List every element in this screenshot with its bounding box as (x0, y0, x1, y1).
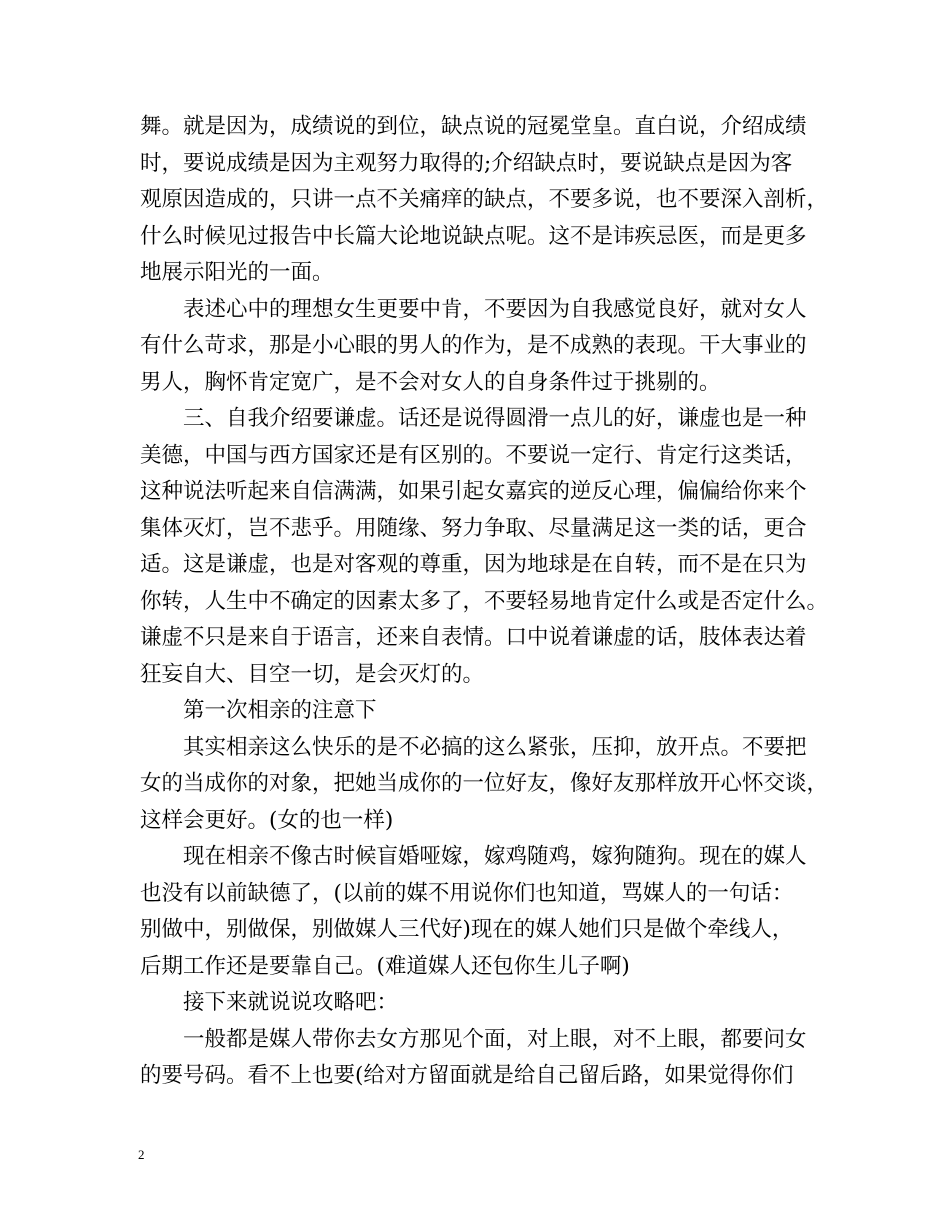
text-line: 三、自我介绍要谦虚。话还是说得圆滑一点儿的好，谦虚也是一种 (183, 406, 807, 431)
text-line: 女的当成你的对象，把她当成你的一位好友，像好友那样放开心怀交谈， (140, 771, 829, 796)
text-line: 什么时候见过报告中长篇大论地说缺点呢。这不是讳疾忌医，而是更多 (140, 223, 807, 249)
text-line: 现在相亲不像古时候盲婚哑嫁，嫁鸡随鸡，嫁狗随狗。现在的媒人 (183, 844, 807, 869)
text-line: 舞。就是因为，成绩说的到位，缺点说的冠冕堂皇。直白说，介绍成绩 (140, 114, 807, 139)
text-line: 狂妄自大、目空一切，是会灭灯的。 (140, 661, 485, 687)
text-line: 接下来就说说攻略吧： (183, 990, 399, 1015)
text-line: 其实相亲这么快乐的是不必搞的这么紧张，压抑，放开点。不要把 (183, 734, 807, 760)
text-line: 一般都是媒人带你去女方那见个面，对上眼，对不上眼，都要问女 (183, 1026, 807, 1052)
text-line: 这种说法听起来自信满满，如果引起女嘉宾的逆反心理，偏偏给你来个 (140, 479, 807, 504)
text-line: 男人，胸怀肯定宽广，是不会对女人的自身条件过于挑剔的。 (140, 369, 721, 395)
page-body (140, 109, 840, 1095)
text-line: 你转，人生中不确定的因素太多了，不要轻易地肯定什么或是否定什么。 (140, 588, 829, 614)
text-line: 有什么苛求，那是小心眼的男人的作为，是不成熟的表现。干大事业的 (140, 333, 807, 358)
text-line: 时，要说成绩是因为主观努力取得的;介绍缺点时，要说缺点是因为客 (140, 150, 793, 176)
text-line: 观原因造成的，只讲一点不关痛痒的缺点，不要多说，也不要深入剖析， (140, 187, 829, 212)
text-line: 表述心中的理想女生更要中肯，不要因为自我感觉良好，就对女人 (183, 296, 807, 322)
text-line: 谦虚不只是来自于语言，还来自表情。口中说着谦虚的话，肢体表达着 (140, 625, 807, 650)
text-line: 美德，中国与西方国家还是有区别的。不要说一定行、肯定行这类话， (140, 442, 807, 468)
text-line: 的要号码。看不上也要(给对方留面就是给自己留后路，如果觉得你们 (140, 1063, 794, 1088)
page-number: 2 (138, 1147, 145, 1162)
text-line: 适。这是谦虚，也是对客观的尊重，因为地球是在自转，而不是在只为 (140, 552, 807, 577)
text-line: 别做中，别做保，别做媒人三代好)现在的媒人她们只是做个牵线人， (140, 917, 794, 942)
text-line: 集体灭灯，岂不悲乎。用随缘、努力争取、尽量满足这一类的话，更合 (140, 515, 807, 541)
text-line: 第一次相亲的注意下 (183, 698, 377, 723)
text-line: 这样会更好。(女的也一样) (140, 807, 394, 833)
text-line: 也没有以前缺德了，(以前的媒不用说你们也知道，骂媒人的一句话： (140, 880, 794, 906)
text-line: 地展示阳光的一面。 (140, 260, 334, 285)
text-line: 后期工作还是要靠自己。(难道媒人还包你生儿子啊) (140, 953, 630, 979)
